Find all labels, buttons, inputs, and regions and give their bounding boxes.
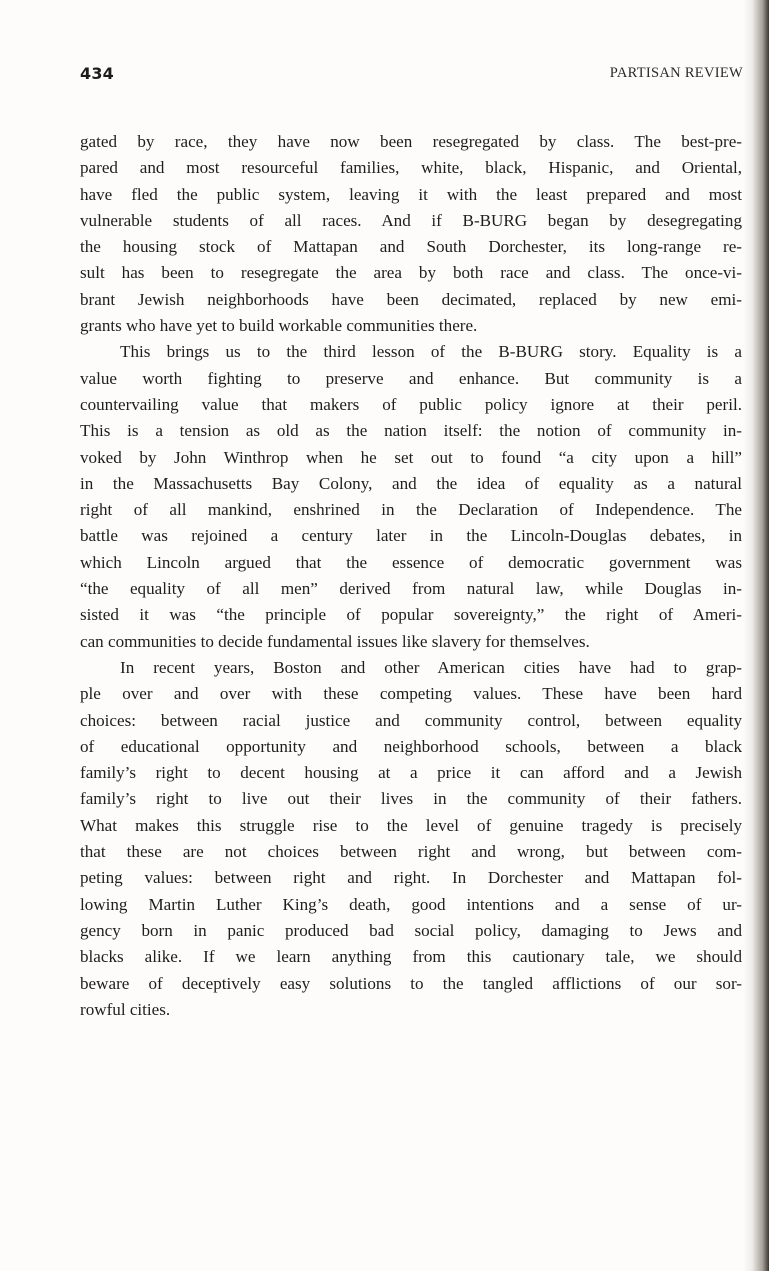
text-line: lowing Martin Luther King’s death, good intentions and a sense of ur- [80,894,742,914]
text-line: that these are not choices between right and wrong, but between com- [80,842,742,862]
running-head: PARTISAN REVIEW [609,65,743,81]
text-line: rowful cities. [80,999,171,1019]
text-line: ple over and over with these competing values. These have been hard [80,684,742,704]
text-line: choices: between racial justice and community control, between equality [80,710,742,730]
text-line: family’s right to live out their lives in the community of their fathers. [80,789,742,809]
text-line: can communities to decide fundamental issues like slavery for themselves. [80,631,590,651]
paragraph [80,655,742,1023]
body-text [80,129,742,1023]
text-line: the housing stock of Mattapan and South Dorchester, its long-range re- [80,237,742,257]
page-edge-shadow [743,0,769,1271]
text-line: In recent years, Boston and other American cities have had to grap- [120,657,742,677]
text-line: have fled the public system, leaving it with the least prepared and most [80,184,742,204]
text-line: sisted it was “the principle of popular sovereignty,” the right of Ameri- [80,605,742,625]
text-line: This is a tension as old as the nation itself: the notion of community in- [80,421,742,441]
text-line: beware of deceptively easy solutions to the tangled afflictions of our sor- [80,973,742,993]
page-number: 434 [80,64,114,83]
text-line: gency born in panic produced bad social policy, damaging to Jews and [80,920,742,940]
text-line: blacks alike. If we learn anything from this cautionary tale, we should [80,947,742,967]
text-line: sult has been to resegregate the area by both race and class. The once-vi- [80,263,742,283]
text-line: This brings us to the third lesson of the B-BURG story. Equality is a [120,342,742,362]
text-line: in the Massachusetts Bay Colony, and the idea of equality as a natural [80,473,742,493]
text-line: voked by John Winthrop when he set out to found “a city upon a hill” [80,447,742,467]
text-line: brant Jewish neighborhoods have been decimated, replaced by new emi- [80,289,742,309]
text-line: family’s right to decent housing at a price it can afford and a Jewish [80,763,742,783]
text-line: of educational opportunity and neighborhood schools, between a black [80,736,742,756]
text-line: battle was rejoined a century later in the Lincoln-Douglas debates, in [80,526,742,546]
text-line: vulnerable students of all races. And if B-BURG began by desegregating [80,210,742,230]
text-line: countervailing value that makers of public policy ignore at their peril. [80,394,742,414]
text-line: right of all mankind, enshrined in the Declaration of Independence. The [80,500,742,520]
paragraph [80,339,742,655]
page-header [80,64,743,88]
text-line: value worth fighting to preserve and enhance. But community is a [80,368,742,388]
text-line: peting values: between right and right. In Dorchester and Mattapan fol- [80,868,742,888]
paragraph [80,129,742,339]
text-line: “the equality of all men” derived from natural law, while Douglas in- [80,579,742,599]
text-line: What makes this struggle rise to the level of genuine tragedy is precisely [80,815,742,835]
text-line: gated by race, they have now been resegregated by class. The best-pre- [80,132,742,151]
text-line: pared and most resourceful families, white, black, Hispanic, and Oriental, [80,158,742,178]
text-line: which Lincoln argued that the essence of democratic government was [80,552,742,572]
text-line: grants who have yet to build workable communities there. [80,316,478,336]
